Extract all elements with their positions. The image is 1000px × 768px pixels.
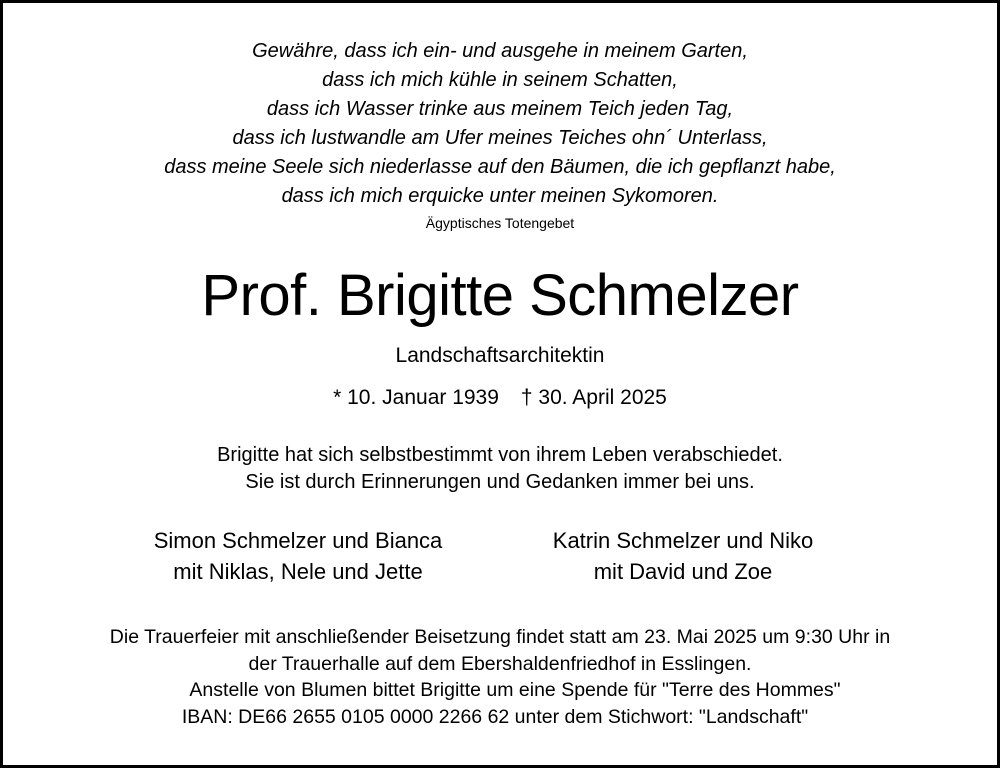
poem-line: Gewähre, dass ich ein- und ausgehe in meinem Garten, [252, 40, 748, 62]
farewell-message [3, 442, 997, 496]
message-line: Sie ist durch Erinnerungen und Gedanken immer bei uns. [245, 471, 755, 493]
deceased-profession: Landschaftsarchitektin [395, 344, 605, 367]
notice-line: IBAN: DE66 2655 0105 0000 2266 62 unter dem Stichwort: "Landschaft" [181, 705, 809, 728]
birth-date: * 10. Januar 1939 [333, 386, 499, 409]
notice-line: Die Trauerfeier mit anschließender Beisetzung findet statt am 23. Mai 2025 um 9:30 Uhr in [109, 626, 891, 648]
family-line: Katrin Schmelzer und Niko [552, 528, 814, 553]
funeral-notice [3, 624, 997, 730]
death-date: † 30. April 2025 [520, 386, 667, 409]
family-line: Simon Schmelzer und Bianca [153, 528, 443, 553]
poem-line: dass ich Wasser trinke aus meinem Teich jeden Tag, [266, 98, 734, 120]
life-dates [3, 386, 997, 410]
deceased-name: Prof. Brigitte Schmelzer [201, 263, 799, 328]
poem-source: Ägyptisches Totengebet [425, 215, 575, 231]
notice-line: Anstelle von Blumen bittet Brigitte um eine Spende für "Terre des Hommes" [189, 679, 841, 701]
family-line: mit David und Zoe [593, 559, 773, 584]
poem-line: dass meine Seele sich niederlasse auf den Bäumen, die ich gepflanzt habe, [164, 156, 836, 178]
message-line: Brigitte hat sich selbstbestimmt von ihrem Leben verabschiedet. [217, 444, 783, 466]
family-group-left [123, 525, 473, 587]
poem-line: dass ich mich erquicke unter meinen Sykomoren. [281, 185, 719, 207]
poem-line: dass ich lustwandle am Ufer meines Teiches ohn´ Unterlass, [232, 127, 768, 149]
family-line: mit Niklas, Nele und Jette [173, 559, 423, 584]
poem-line: dass ich mich kühle in seinem Schatten, [322, 69, 678, 91]
family-group-right [508, 525, 858, 587]
notice-line: der Trauerhalle auf dem Ebershaldenfriedhof in Esslingen. [248, 652, 752, 675]
poem [3, 37, 997, 211]
